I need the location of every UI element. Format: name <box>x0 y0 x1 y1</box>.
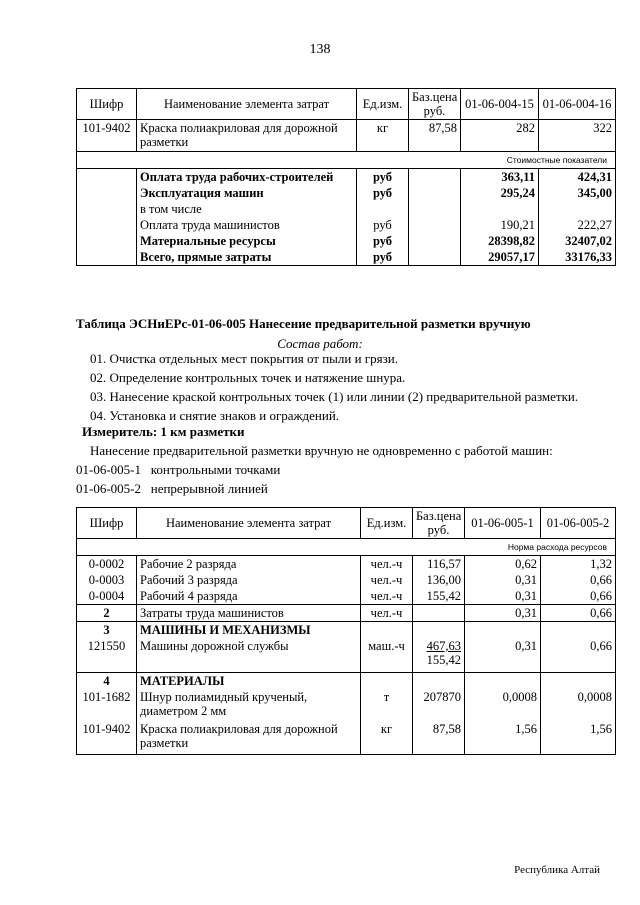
description-text: Нанесение предварительной разметки вручную не одновременно с работой машин: <box>90 443 553 458</box>
list-item: 03. Нанесение краской контрольных точек (1) или линии (2) предварительной разметки. <box>90 389 579 404</box>
list-item <box>76 479 280 498</box>
row-name: Материальные ресурсы <box>137 233 357 249</box>
row-unit: руб <box>357 249 409 266</box>
variant-text: непрерывной линией <box>150 481 268 496</box>
row-value-1: 1,56 <box>465 721 541 755</box>
row-price: 136,00 <box>413 572 465 588</box>
row-code: 0-0002 <box>77 556 137 573</box>
row-value-2: 1,32 <box>541 556 616 573</box>
row-price <box>413 638 465 672</box>
item-value-1: 282 <box>461 120 539 152</box>
item-code: 101-9402 <box>77 120 137 152</box>
header-col2: 01-06-004-16 <box>539 89 616 120</box>
variant-code: 01-06-005-1 <box>76 462 141 477</box>
resource-table-2 <box>76 507 616 755</box>
section-label: Стоимостные показатели <box>77 152 616 169</box>
header-unit: Ед.изм. <box>357 89 409 120</box>
row-code: 2 <box>77 605 137 622</box>
variant-text: контрольными точками <box>150 462 281 477</box>
row-unit: т <box>361 689 413 721</box>
row-value-2: 0,66 <box>541 588 616 605</box>
item-name: Краска полиакриловая для дорожной разметки <box>137 120 357 152</box>
header-col1: 01-06-005-1 <box>465 508 541 539</box>
row-value-1: 0,31 <box>465 638 541 672</box>
row-value-2: 0,0008 <box>541 689 616 721</box>
row-name: Шнур полиамидный крученый, диаметром 2 мм <box>137 689 361 721</box>
section-name: МАШИНЫ И МЕХАНИЗМЫ <box>137 622 361 639</box>
row-unit: чел.-ч <box>361 572 413 588</box>
header-code: Шифр <box>77 89 137 120</box>
row-value-2: 424,31 <box>539 169 616 186</box>
section-code: 3 <box>77 622 137 639</box>
header-code: Шифр <box>77 508 137 539</box>
table-row <box>77 605 616 622</box>
table-caption: Таблица ЭСНиЕРс-01-06-005 Нанесение предварительной разметки вручную <box>76 316 531 331</box>
measure-label: Измеритель: 1 км разметки <box>82 424 245 439</box>
row-name: в том числе <box>137 201 357 217</box>
table-row <box>77 689 616 721</box>
row-value-2: 0,66 <box>541 572 616 588</box>
list-item: 01. Очистка отдельных мест покрытия от пыли и грязи. <box>90 351 398 366</box>
row-name: Затраты труда машинистов <box>137 605 361 622</box>
row-name: Рабочие 2 разряда <box>137 556 361 573</box>
row-value-2: 33176,33 <box>539 249 616 266</box>
section-row <box>77 539 616 556</box>
row-name: Рабочий 3 разряда <box>137 572 361 588</box>
row-price: 155,42 <box>413 588 465 605</box>
table-row <box>77 721 616 755</box>
table-row <box>77 249 616 266</box>
row-value-1: 295,24 <box>461 185 539 201</box>
list-item: 02. Определение контрольных точек и натяжение шнура. <box>90 370 406 385</box>
header-col1: 01-06-004-15 <box>461 89 539 120</box>
row-value-1: 29057,17 <box>461 249 539 266</box>
table-row <box>77 185 616 201</box>
table-row <box>77 217 616 233</box>
row-code: 0-0004 <box>77 588 137 605</box>
row-unit: руб <box>357 185 409 201</box>
price-primary: 467,63 <box>426 639 461 653</box>
section-row <box>77 622 616 639</box>
row-code: 101-1682 <box>77 689 137 721</box>
row-value-1: 0,31 <box>465 605 541 622</box>
header-name: Наименование элемента затрат <box>137 89 357 120</box>
row-value-2: 0,66 <box>541 605 616 622</box>
row-value-1: 0,0008 <box>465 689 541 721</box>
table-row <box>77 169 616 186</box>
row-unit: чел.-ч <box>361 588 413 605</box>
row-name: Оплата труда рабочих-строителей <box>137 169 357 186</box>
row-unit: чел.-ч <box>361 605 413 622</box>
table-row <box>77 638 616 672</box>
row-price: 207870 <box>413 689 465 721</box>
variant-code: 01-06-005-2 <box>76 481 141 496</box>
price-secondary: 155,42 <box>426 653 461 667</box>
section-label: Норма расхода ресурсов <box>77 539 616 556</box>
row-name: Краска полиакриловая для дорожной разметки <box>137 721 361 755</box>
row-value-1: 28398,82 <box>461 233 539 249</box>
composition-title: Состав работ: <box>277 336 363 351</box>
row-value-2: 0,66 <box>541 638 616 672</box>
row-name: Оплата труда машинистов <box>137 217 357 233</box>
row-unit: кг <box>361 721 413 755</box>
row-unit: руб <box>357 217 409 233</box>
composition-list <box>90 349 578 425</box>
cost-table-1 <box>76 88 616 266</box>
row-name: Всего, прямые затраты <box>137 249 357 266</box>
table-row <box>77 201 616 217</box>
table-row <box>77 556 616 573</box>
row-value-1: 190,21 <box>461 217 539 233</box>
row-name: Рабочий 4 разряда <box>137 588 361 605</box>
section-name: МАТЕРИАЛЫ <box>137 672 361 689</box>
row-value-2: 1,56 <box>541 721 616 755</box>
row-unit: маш.-ч <box>361 638 413 672</box>
table-row <box>77 120 616 152</box>
variants-list <box>76 460 280 498</box>
header-price: Баз.цена руб. <box>413 508 465 539</box>
header-col2: 01-06-005-2 <box>541 508 616 539</box>
row-unit: чел.-ч <box>361 556 413 573</box>
header-price: Баз.цена руб. <box>409 89 461 120</box>
row-code: 0-0003 <box>77 572 137 588</box>
table-row <box>77 233 616 249</box>
row-value-1: 0,31 <box>465 588 541 605</box>
row-unit: руб <box>357 169 409 186</box>
table-row <box>77 588 616 605</box>
list-item: 04. Установка и снятие знаков и ограждений. <box>90 408 340 423</box>
row-name: Машины дорожной службы <box>137 638 361 672</box>
list-item <box>76 460 280 479</box>
header-unit: Ед.изм. <box>361 508 413 539</box>
item-price: 87,58 <box>409 120 461 152</box>
row-price: 116,57 <box>413 556 465 573</box>
section-row <box>77 672 616 689</box>
row-code: 101-9402 <box>77 721 137 755</box>
item-value-2: 322 <box>539 120 616 152</box>
row-value-2: 32407,02 <box>539 233 616 249</box>
row-value-1: 0,31 <box>465 572 541 588</box>
row-name: Эксплуатация машин <box>137 185 357 201</box>
row-value-2: 222,27 <box>539 217 616 233</box>
table1-header-row <box>77 89 616 120</box>
header-name: Наименование элемента затрат <box>137 508 361 539</box>
row-price: 87,58 <box>413 721 465 755</box>
footer-region: Республика Алтай <box>514 864 600 876</box>
table-row <box>77 572 616 588</box>
section-row <box>77 152 616 169</box>
row-value-1: 0,62 <box>465 556 541 573</box>
table2-header-row <box>77 508 616 539</box>
item-unit: кг <box>357 120 409 152</box>
section-code: 4 <box>77 672 137 689</box>
row-value-1: 363,11 <box>461 169 539 186</box>
page-number: 138 <box>309 42 331 57</box>
row-unit: руб <box>357 233 409 249</box>
row-value-2: 345,00 <box>539 185 616 201</box>
row-code: 121550 <box>77 638 137 672</box>
